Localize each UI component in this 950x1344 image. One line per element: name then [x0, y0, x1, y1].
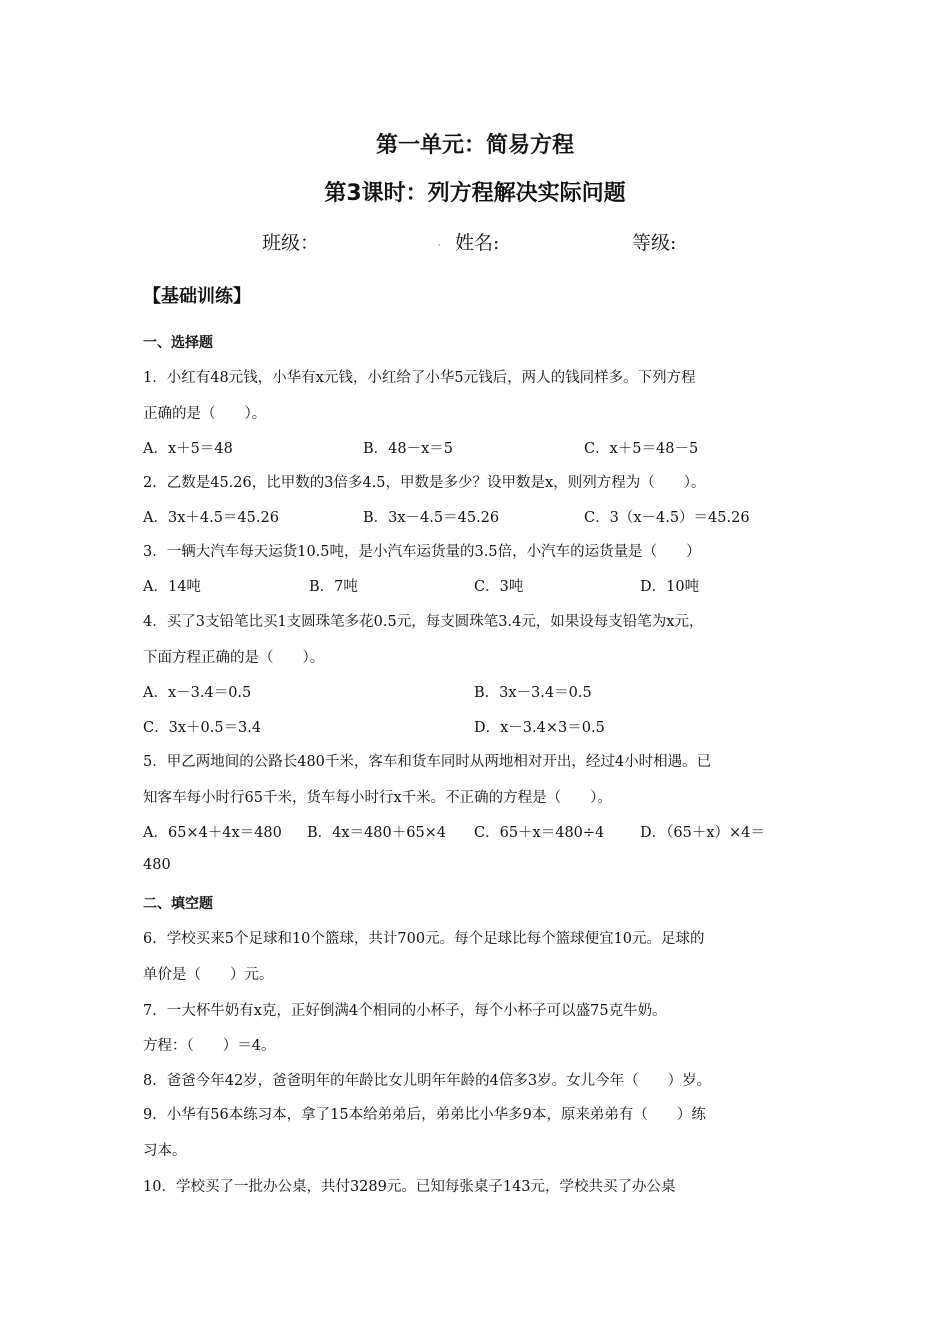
grade-label: 等级: [632, 232, 677, 254]
q2-option-c: C．3（x－4.5）＝45.26 [584, 510, 750, 526]
q2-option-a: A．3x＋4.5＝45.26 [143, 510, 279, 526]
q7-line2: 方程：（ ）＝4。 [143, 1038, 276, 1054]
q5-option-b: B．4x＝480＋65×4 [307, 825, 447, 841]
q4-option-a: A．x－3.4＝0.5 [143, 685, 252, 701]
q4-option-d: D．x－3.4×3＝0.5 [474, 720, 605, 736]
q1-option-a: A．x＋5＝48 [143, 441, 233, 457]
q5-option-a: A．65×4＋4x＝480 [143, 825, 282, 841]
section-title: 【基础训练】 [143, 286, 251, 307]
q1-option-c: C．x＋5＝48－5 [584, 441, 699, 457]
q3-option-c: C．3吨 [474, 579, 524, 595]
q3-option-a: A．14吨 [143, 579, 201, 595]
q5-option-d-wrap: 480 [143, 857, 171, 873]
q4-option-b: B．3x－3.4＝0.5 [474, 685, 592, 701]
q5-line2: 知客车每小时行65千米，货车每小时行x千米。不正确的方程是（ ）。 [143, 790, 612, 806]
q8-line1: 8．爸爸今年42岁，爸爸明年的年龄比女儿明年年龄的4倍多3岁。女儿今年（ ）岁。 [143, 1073, 712, 1089]
q1-line1: 1．小红有48元钱，小华有x元钱，小红给了小华5元钱后，两人的钱同样多。下列方程 [143, 370, 696, 386]
q3-option-d: D．10吨 [640, 579, 700, 595]
part1-title: 一、选择题 [143, 335, 213, 351]
worksheet-title: 第一单元：简易方程 [375, 133, 574, 158]
q1-line2: 正确的是（ ）。 [143, 406, 267, 422]
q7-line1: 7．一大杯牛奶有x克，正好倒满4个相同的小杯子，每个小杯子可以盛75克牛奶。 [143, 1003, 667, 1019]
q5-option-d: D．（65＋x）×4＝ [640, 825, 765, 841]
q10-line1: 10．学校买了一批办公桌，共付3289元。已知每张桌子143元，学校共买了办公桌 [143, 1179, 676, 1195]
q6-line1: 6．学校买来5个足球和10个篮球，共计700元。每个足球比每个篮球便宜10元。足球的 [143, 931, 705, 947]
q5-option-c: C．65＋x＝480÷4 [474, 825, 605, 841]
q3-line1: 3．一辆大汽车每天运货10.5吨，是小汽车运货量的3.5倍，小汽车的运货量是（ ） [143, 544, 701, 560]
q3-option-b: B．7吨 [309, 579, 358, 595]
name-label: 姓名: [455, 232, 500, 254]
q2-line1: 2．乙数是45.26，比甲数的3倍多4.5，甲数是多少？设甲数是x，则列方程为（ ）。 [143, 475, 706, 491]
decorative-dot: . [437, 234, 442, 250]
q6-line2: 单价是（ ）元。 [143, 967, 274, 983]
q4-line1: 4．买了3支铅笔比买1支圆珠笔多花0.5元，每支圆珠笔3.4元，如果设每支铅笔为x元， [143, 614, 704, 630]
q4-line2: 下面方程正确的是（ ）。 [143, 650, 325, 666]
lesson-subtitle: 第3课时：列方程解决实际问题 [324, 181, 626, 206]
q5-line1: 5．甲乙两地间的公路长480千米，客车和货车同时从两地相对开出，经过4小时相遇。已 [143, 754, 712, 770]
q1-option-b: B．48－x＝5 [363, 441, 454, 457]
part2-title: 二、填空题 [143, 896, 213, 912]
q4-option-c: C．3x＋0.5＝3.4 [143, 720, 262, 736]
q9-line2: 习本。 [143, 1143, 187, 1159]
class-label: 班级： [262, 232, 320, 254]
q9-line1: 9．小华有56本练习本，拿了15本给弟弟后，弟弟比小华多9本，原来弟弟有（ ）练 [143, 1107, 706, 1123]
q2-option-b: B．3x－4.5＝45.26 [363, 510, 500, 526]
